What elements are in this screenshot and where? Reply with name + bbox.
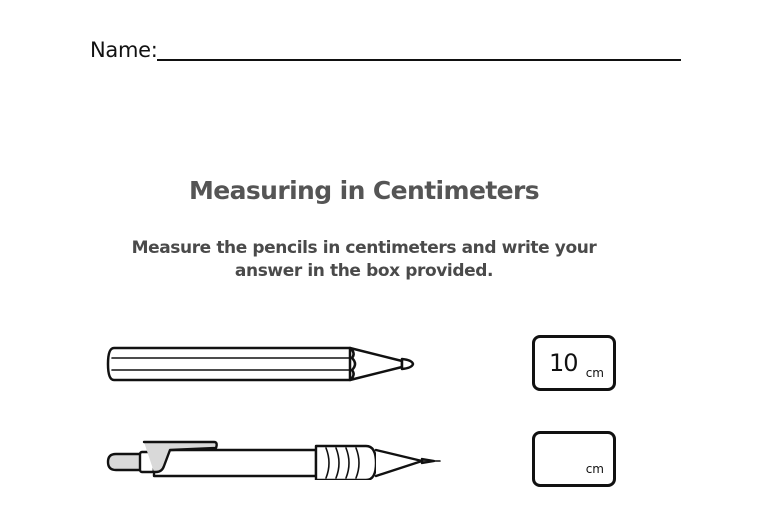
name-write-line[interactable] [157, 59, 681, 61]
name-label: Name: [90, 38, 158, 62]
answer-box-pencil[interactable] [532, 335, 616, 391]
worksheet-title: Measuring in Centimeters [188, 176, 540, 205]
answer-box-pen[interactable] [532, 431, 616, 487]
instructions-line-1: Measure the pencils in centimeters and write your [131, 238, 597, 258]
answer-unit: cm [585, 462, 604, 476]
pencil-icon [104, 344, 416, 384]
mechanical-pen-icon [104, 436, 444, 480]
answer-value: 10 [549, 349, 578, 377]
instructions-line-2: answer in the box provided. [234, 261, 494, 281]
worksheet-instructions [124, 237, 604, 283]
answer-unit: cm [585, 366, 604, 380]
